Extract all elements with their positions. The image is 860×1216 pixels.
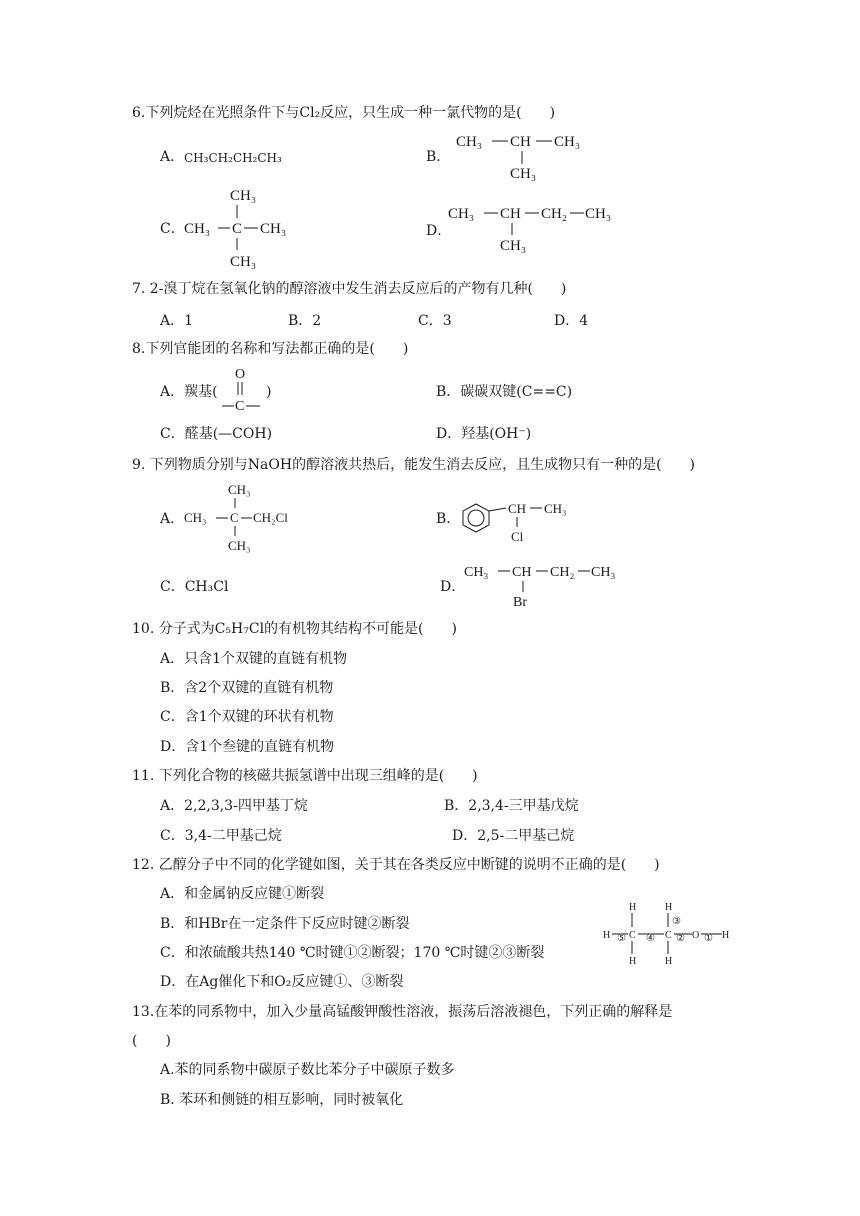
c-atom: C bbox=[629, 930, 636, 941]
ch3-group: CH₃ bbox=[184, 510, 207, 525]
ch3-group: CH₃ bbox=[591, 565, 616, 580]
ch3-group: CH₃ bbox=[448, 206, 475, 222]
bond-label-2: ② bbox=[676, 933, 685, 944]
q13-option-b: B. 苯环和侧链的相互影响，同时被氧化 bbox=[160, 1092, 404, 1108]
q9-option-a-label: A． bbox=[160, 511, 185, 527]
c-atom: C bbox=[232, 221, 243, 237]
q12-option-c: C．和浓硫酸共热140 ℃时键①②断裂；170 ℃时键②③断裂 bbox=[160, 945, 545, 961]
q6-stem: 6.下列烷烃在光照条件下与Cl₂反应，只生成一种一氯代物的是( ) bbox=[132, 105, 556, 121]
q6-option-d-structure bbox=[444, 198, 624, 254]
h-atom: H bbox=[722, 930, 730, 941]
c-atom: C bbox=[230, 510, 239, 525]
q6-option-b-structure bbox=[452, 128, 582, 184]
q10-option-c: C．含1个双键的环状有机物 bbox=[160, 709, 334, 725]
q11-option-c: C．3,4-二甲基己烷 bbox=[160, 828, 282, 844]
q12-stem: 12. 乙醇分子中不同的化学键如图，关于其在各类反应中断键的说明不正确的是( ) bbox=[132, 857, 660, 873]
o-atom: O bbox=[692, 930, 700, 941]
q6-option-d-label: D． bbox=[426, 223, 452, 239]
h-atom: H bbox=[603, 930, 611, 941]
q6-option-a-formula: CH₃CH₂CH₂CH₃ bbox=[184, 151, 282, 165]
q8-carbonyl-structure bbox=[220, 364, 266, 412]
ethanol-bond-diagram bbox=[600, 896, 736, 972]
br-atom: Br bbox=[513, 595, 527, 610]
ch3-group: CH₃ bbox=[230, 254, 257, 270]
ch-group: CH bbox=[512, 565, 532, 580]
q10-option-b: B．含2个双键的直链有机物 bbox=[160, 680, 334, 696]
q7-option-d: D．4 bbox=[554, 313, 589, 329]
ch3-group: CH₃ bbox=[585, 206, 612, 222]
q11-option-a: A．2,2,3,3-四甲基丁烷 bbox=[160, 798, 308, 814]
bond-label-3: ③ bbox=[672, 916, 681, 927]
h-atom: H bbox=[629, 956, 637, 967]
q9-option-a-structure bbox=[180, 476, 310, 556]
q9-option-b-structure bbox=[456, 494, 586, 546]
ch3-group: CH₃ bbox=[554, 134, 581, 150]
q8-option-c: C．醛基(—COH) bbox=[160, 426, 273, 442]
q11-stem: 11. 下列化合物的核磁共振氢谱中出现三组峰的是( ) bbox=[132, 768, 478, 784]
q6-option-b-label: B． bbox=[426, 149, 451, 165]
q8-option-b: B．碳碳双键(C==C) bbox=[436, 384, 573, 400]
q7-option-c: C．3 bbox=[418, 313, 452, 329]
q9-option-d-label: D． bbox=[440, 579, 466, 595]
q12-option-b: B．和HBr在一定条件下反应时键②断裂 bbox=[160, 916, 410, 932]
h-atom: H bbox=[665, 956, 673, 967]
ch2-group: CH₂ bbox=[550, 565, 575, 580]
q6-option-a-label: A． bbox=[160, 149, 185, 165]
ch-group: CH bbox=[510, 134, 531, 150]
ch3-group: CH₃ bbox=[184, 221, 211, 237]
c-atom: C bbox=[235, 399, 245, 412]
q10-stem: 10. 分子式为C₅H₇Cl的有机物其结构不可能是( ) bbox=[132, 621, 457, 637]
h-atom: H bbox=[629, 902, 637, 913]
q7-option-a: A．1 bbox=[160, 313, 194, 329]
q6-option-c-label: C． bbox=[160, 221, 185, 237]
ch3-group: CH₃ bbox=[228, 482, 251, 497]
ch2-group: CH₂ bbox=[541, 206, 568, 222]
q7-option-b: B．2 bbox=[288, 313, 322, 329]
q13-option-a: A.苯的同系物中碳原子数比苯分子中碳原子数多 bbox=[160, 1062, 455, 1078]
q13-paren: ( ) bbox=[132, 1033, 171, 1049]
ch3-group: CH₃ bbox=[510, 166, 537, 182]
bond-label-5: ⑤ bbox=[617, 933, 626, 944]
q9-option-b-label: B． bbox=[436, 511, 461, 527]
q9-option-c: C．CH₃Cl bbox=[160, 579, 229, 595]
ch-group: CH bbox=[500, 206, 521, 222]
q8-option-d: D．羟基(OH⁻) bbox=[436, 426, 532, 442]
q10-option-d: D．含1个叁键的直链有机物 bbox=[160, 739, 335, 755]
q11-option-b: B．2,3,4-三甲基戊烷 bbox=[444, 798, 579, 814]
q9-option-d-structure bbox=[460, 556, 630, 612]
q8-option-a-prefix: A．羰基( bbox=[160, 384, 218, 400]
bond-label-1: ① bbox=[704, 933, 713, 944]
q13-stem: 13.在苯的同系物中，加入少量高锰酸钾酸性溶液，振荡后溶液褪色，下列正确的解释是 bbox=[132, 1004, 673, 1020]
benzene-ring-icon bbox=[463, 504, 489, 532]
ch3-group: CH₃ bbox=[500, 238, 527, 254]
q12-option-a: A．和金属钠反应键①断裂 bbox=[160, 886, 325, 902]
c-atom: C bbox=[665, 930, 672, 941]
ch3-group: CH₃ bbox=[456, 134, 483, 150]
bond-label-4: ④ bbox=[646, 933, 655, 944]
q6-option-c-structure bbox=[180, 180, 300, 272]
q9-stem: 9. 下列物质分别与NaOH的醇溶液共热后，能发生消去反应，且生成物只有一种的是( ) bbox=[132, 457, 696, 473]
ch3-group: CH₃ bbox=[230, 188, 257, 204]
q8-option-a-suffix: ) bbox=[266, 384, 272, 400]
q12-option-d: D．在Ag催化下和O₂反应键①、③断裂 bbox=[160, 974, 404, 990]
cl-atom: Cl bbox=[511, 529, 524, 544]
q11-option-d: D．2,5-二甲基己烷 bbox=[452, 828, 575, 844]
q7-stem: 7. 2-溴丁烷在氢氧化钠的醇溶液中发生消去反应后的产物有几种( ) bbox=[132, 281, 567, 297]
ch3-group: CH₃ bbox=[544, 501, 567, 516]
q8-stem: 8.下列官能团的名称和写法都正确的是( ) bbox=[132, 341, 409, 357]
h-atom: H bbox=[665, 902, 673, 913]
ch-group: CH bbox=[508, 501, 527, 516]
q10-option-a: A．只含1个双键的直链有机物 bbox=[160, 651, 348, 667]
ch2cl-group: CH₂Cl bbox=[253, 510, 288, 525]
ch3-group: CH₃ bbox=[464, 565, 489, 580]
ch3-group: CH₃ bbox=[228, 538, 251, 553]
ch3-group: CH₃ bbox=[260, 221, 287, 237]
o-atom: O bbox=[235, 367, 246, 382]
